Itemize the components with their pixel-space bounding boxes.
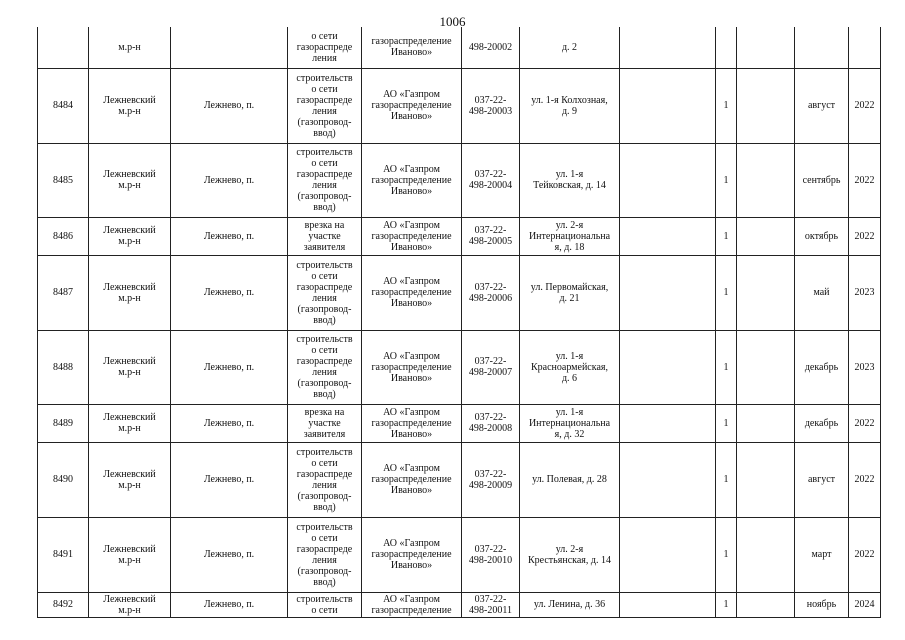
request-number-cell: 037-22- 498-20010	[462, 517, 520, 592]
month-cell: декабрь	[795, 404, 849, 442]
district-cell: Лежневский м.р-н	[89, 404, 171, 442]
quantity-cell: 1	[716, 330, 737, 404]
year-cell: 2022	[849, 442, 881, 517]
empty-cell	[620, 68, 716, 143]
empty-cell	[737, 442, 795, 517]
organization-cell: АО «Газпром газораспределение Иваново»	[362, 217, 462, 255]
organization-cell: АО «Газпром газораспределение Иваново»	[362, 68, 462, 143]
table-row	[38, 442, 881, 517]
address-cell: ул. 1-я Красноармейская, д. 6	[520, 330, 620, 404]
organization-cell: АО «Газпром газораспределение Иваново»	[362, 330, 462, 404]
month-cell: декабрь	[795, 330, 849, 404]
year-cell: 2022	[849, 404, 881, 442]
month-cell: август	[795, 442, 849, 517]
organization-cell: АО «Газпром газораспределение Иваново»	[362, 404, 462, 442]
settlement-cell: Лежнево, п.	[171, 442, 288, 517]
settlement-cell: Лежнево, п.	[171, 255, 288, 330]
empty-cell	[737, 592, 795, 617]
row-number-cell: 8485	[38, 143, 89, 217]
district-cell: Лежневский м.р-н	[89, 255, 171, 330]
request-number-cell: 037-22- 498-20007	[462, 330, 520, 404]
settlement-cell	[171, 27, 288, 68]
month-cell	[795, 27, 849, 68]
empty-cell	[620, 517, 716, 592]
empty-cell	[620, 442, 716, 517]
work-type-cell: врезка на участке заявителя	[288, 404, 362, 442]
quantity-cell: 1	[716, 143, 737, 217]
row-number-cell: 8489	[38, 404, 89, 442]
organization-cell: АО «Газпром газораспределение Иваново»	[362, 442, 462, 517]
quantity-cell: 1	[716, 404, 737, 442]
empty-cell	[620, 217, 716, 255]
table-row	[38, 143, 881, 217]
page-number: 1006	[439, 14, 466, 29]
quantity-cell	[716, 27, 737, 68]
table-row	[38, 68, 881, 143]
table-row	[38, 330, 881, 404]
month-cell: март	[795, 517, 849, 592]
organization-cell: АО «Газпром газораспределение Иваново»	[362, 517, 462, 592]
request-number-cell: 037-22- 498-20008	[462, 404, 520, 442]
district-cell: Лежневский м.р-н	[89, 68, 171, 143]
row-number-cell: 8487	[38, 255, 89, 330]
empty-cell	[737, 404, 795, 442]
empty-cell	[737, 143, 795, 217]
address-cell: ул. Полевая, д. 28	[520, 442, 620, 517]
district-cell: Лежневский м.р-н	[89, 517, 171, 592]
quantity-cell: 1	[716, 68, 737, 143]
district-cell: Лежневский м.р-н	[89, 442, 171, 517]
year-cell	[849, 27, 881, 68]
year-cell: 2022	[849, 143, 881, 217]
table-row	[38, 255, 881, 330]
settlement-cell: Лежнево, п.	[171, 404, 288, 442]
request-number-cell: 037-22- 498-20004	[462, 143, 520, 217]
table-row	[38, 217, 881, 255]
request-number-cell: 498-20002	[462, 27, 520, 68]
quantity-cell: 1	[716, 442, 737, 517]
row-number-cell: 8492	[38, 592, 89, 617]
year-cell: 2022	[849, 517, 881, 592]
address-cell: ул. 1-я Колхозная, д. 9	[520, 68, 620, 143]
work-type-cell: врезка на участке заявителя	[288, 217, 362, 255]
month-cell: ноябрь	[795, 592, 849, 617]
work-type-cell: строительств о сети газораспреде ления (газопровод- ввод)	[288, 143, 362, 217]
organization-cell: газораспределение Иваново»	[362, 27, 462, 68]
settlement-cell: Лежнево, п.	[171, 592, 288, 617]
empty-cell	[737, 517, 795, 592]
row-number-cell: 8488	[38, 330, 89, 404]
empty-cell	[620, 330, 716, 404]
empty-cell	[737, 330, 795, 404]
organization-cell: АО «Газпром газораспределение Иваново»	[362, 255, 462, 330]
table-row	[38, 517, 881, 592]
address-cell: д. 2	[520, 27, 620, 68]
settlement-cell: Лежнево, п.	[171, 330, 288, 404]
month-cell: октябрь	[795, 217, 849, 255]
row-number-cell: 8490	[38, 442, 89, 517]
settlement-cell: Лежнево, п.	[171, 143, 288, 217]
table-row	[38, 404, 881, 442]
request-number-cell: 037-22- 498-20011	[462, 592, 520, 617]
request-number-cell: 037-22- 498-20003	[462, 68, 520, 143]
month-cell: август	[795, 68, 849, 143]
quantity-cell: 1	[716, 592, 737, 617]
address-cell: ул. Ленина, д. 36	[520, 592, 620, 617]
row-number-cell: 8486	[38, 217, 89, 255]
request-number-cell: 037-22- 498-20005	[462, 217, 520, 255]
address-cell: ул. Первомайская, д. 21	[520, 255, 620, 330]
settlement-cell: Лежнево, п.	[171, 517, 288, 592]
empty-cell	[620, 592, 716, 617]
district-cell: Лежневский м.р-н	[89, 143, 171, 217]
table-row	[38, 592, 881, 617]
district-cell: м.р-н	[89, 27, 171, 68]
table-body	[38, 27, 881, 617]
address-cell: ул. 1-я Интернациональна я, д. 32	[520, 404, 620, 442]
work-type-cell: строительств о сети газораспреде ления (газопровод- ввод)	[288, 255, 362, 330]
registry-table	[37, 27, 881, 618]
empty-cell	[737, 68, 795, 143]
work-type-cell: строительств о сети газораспреде ления (газопровод- ввод)	[288, 517, 362, 592]
organization-cell: АО «Газпром газораспределение	[362, 592, 462, 617]
organization-cell: АО «Газпром газораспределение Иваново»	[362, 143, 462, 217]
row-number-cell: 8491	[38, 517, 89, 592]
row-number-cell: 8484	[38, 68, 89, 143]
quantity-cell: 1	[716, 217, 737, 255]
address-cell: ул. 2-я Интернациональна я, д. 18	[520, 217, 620, 255]
settlement-cell: Лежнево, п.	[171, 217, 288, 255]
year-cell: 2024	[849, 592, 881, 617]
work-type-cell: строительств о сети газораспреде ления (газопровод- ввод)	[288, 330, 362, 404]
empty-cell	[620, 27, 716, 68]
district-cell: Лежневский м.р-н	[89, 217, 171, 255]
settlement-cell: Лежнево, п.	[171, 68, 288, 143]
year-cell: 2023	[849, 330, 881, 404]
district-cell: Лежневский м.р-н	[89, 592, 171, 617]
address-cell: ул. 1-я Тейковская, д. 14	[520, 143, 620, 217]
work-type-cell: строительств о сети газораспреде ления (газопровод- ввод)	[288, 68, 362, 143]
work-type-cell: о сети газораспреде ления	[288, 27, 362, 68]
empty-cell	[620, 255, 716, 330]
table-row	[38, 27, 881, 68]
address-cell: ул. 2-я Крестьянская, д. 14	[520, 517, 620, 592]
empty-cell	[737, 217, 795, 255]
request-number-cell: 037-22- 498-20006	[462, 255, 520, 330]
empty-cell	[737, 27, 795, 68]
work-type-cell: строительств о сети	[288, 592, 362, 617]
year-cell: 2022	[849, 68, 881, 143]
month-cell: май	[795, 255, 849, 330]
year-cell: 2023	[849, 255, 881, 330]
empty-cell	[620, 404, 716, 442]
district-cell: Лежневский м.р-н	[89, 330, 171, 404]
quantity-cell: 1	[716, 517, 737, 592]
empty-cell	[737, 255, 795, 330]
year-cell: 2022	[849, 217, 881, 255]
work-type-cell: строительств о сети газораспреде ления (газопровод- ввод)	[288, 442, 362, 517]
request-number-cell: 037-22- 498-20009	[462, 442, 520, 517]
row-number-cell	[38, 27, 89, 68]
quantity-cell: 1	[716, 255, 737, 330]
month-cell: сентябрь	[795, 143, 849, 217]
empty-cell	[620, 143, 716, 217]
